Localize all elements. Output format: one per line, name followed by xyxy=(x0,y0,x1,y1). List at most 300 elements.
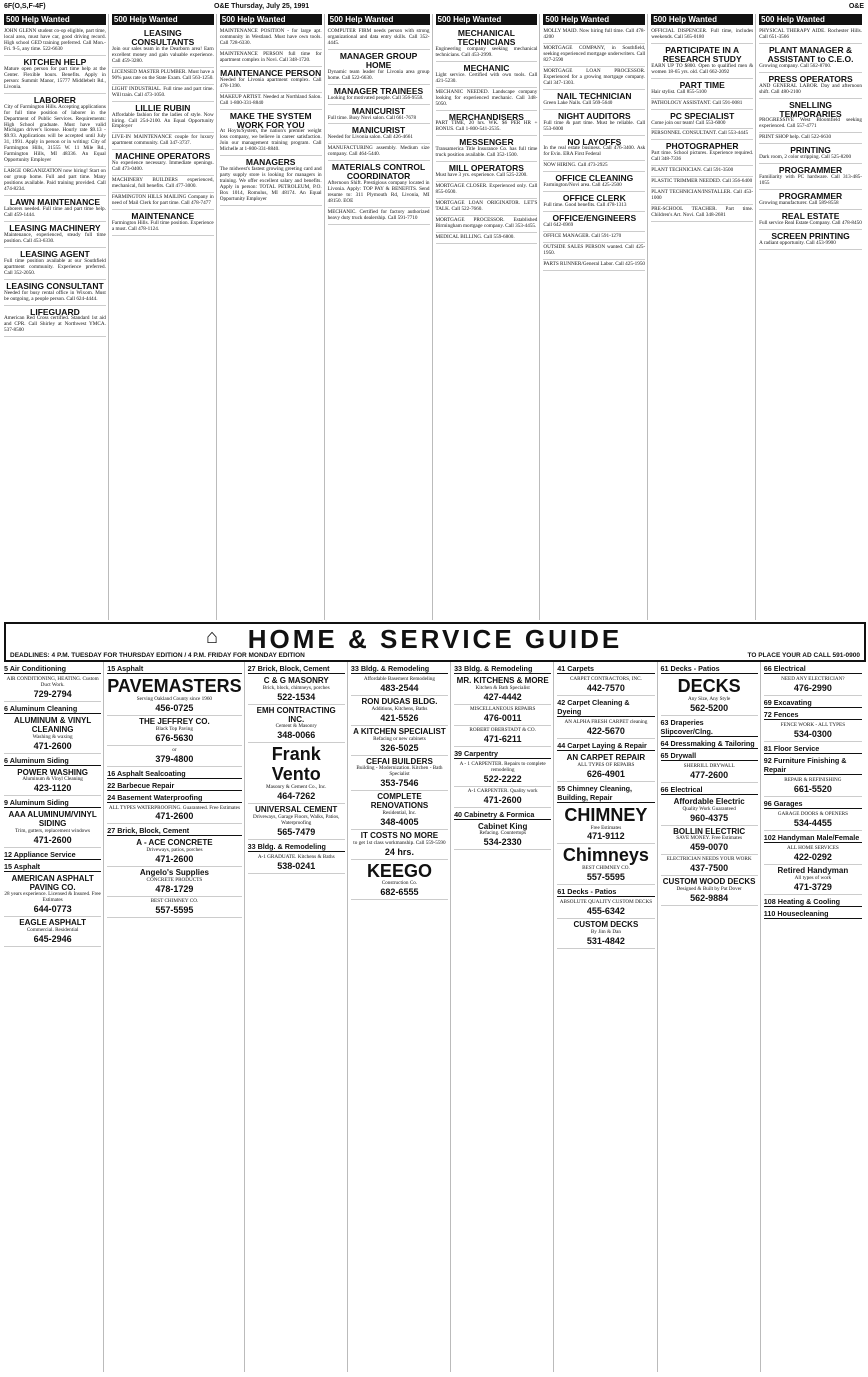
service-body: ALL TYPES WATERPROOFING. Guaranteed. Free Estimates xyxy=(108,804,240,811)
classified-ad xyxy=(651,140,753,166)
classified-ad xyxy=(4,27,106,56)
ad-body: Call 642-6969 xyxy=(543,222,574,229)
service-phone: 437-7500 xyxy=(690,863,729,874)
category-heading: 33 Bldg. & Remodeling xyxy=(248,842,345,852)
classified-column xyxy=(759,14,864,620)
classified-ad xyxy=(543,192,645,212)
service-body: BEST CHIMNEY CO. xyxy=(150,898,199,904)
service-phone: 531-4842 xyxy=(586,935,625,946)
service-ad xyxy=(248,853,345,874)
service-body: Refacing. Countertops xyxy=(479,830,527,837)
ad-body: Full time. Good benefits. Call 478-1313 xyxy=(543,202,627,209)
category-heading: 108 Heating & Cooling xyxy=(764,897,862,907)
service-title: CEFAI BUILDERS xyxy=(366,756,433,766)
service-ad xyxy=(351,675,448,696)
ad-title: MECHANICAL TECHNICIANS xyxy=(457,28,516,47)
service-ad xyxy=(661,762,758,783)
place-ad-text: TO PLACE YOUR AD CALL 591-0900 xyxy=(747,652,860,659)
category-heading: 64 Dressmaking & Tailoring xyxy=(661,739,758,749)
service-body: Masonry & Cement Co., Inc. xyxy=(266,783,327,790)
ad-body: MORTGAGE CLOSER. Experienced only. Call 855-0500. xyxy=(435,183,538,196)
ad-body: MAINTENANCE PERSON full time for apartment complex in Novi. Call 348-1720. xyxy=(219,50,322,63)
ad-title: PHOTOGRAPHER xyxy=(665,141,739,152)
classified-column xyxy=(220,14,325,620)
ad-body: MECHANIC. Certified for factory authorized heavy duty truck dealership. Call 591-7710 xyxy=(327,209,430,221)
ad-body: MORTGAGE LOAN PROCESSOR. Experienced for a growing mortgage company. Call 347-1303. xyxy=(543,67,646,86)
ad-body: In the real estate business. Call 476-3400. Ask for Evin. ERA First Federal xyxy=(543,145,646,158)
banner-title: HOME & SERVICE GUIDE xyxy=(247,624,623,654)
service-ad xyxy=(661,876,758,906)
section-heading: 500 Help Wanted xyxy=(436,14,538,25)
service-body: A-1 GRADUATE. Kitchens & Baths xyxy=(257,853,335,860)
service-ad xyxy=(4,715,101,754)
service-ad xyxy=(764,675,862,696)
ad-body: At Hoyts/System, the nation's premier weight loss company, we believe in career satisfaction. Join our management training program. Call Michelle at 1-800-331-8840. xyxy=(219,128,322,153)
ad-title: REAL ESTATE xyxy=(781,211,840,221)
service-body: SHERRILL DRYWALL xyxy=(683,762,735,769)
ad-body: JOHN GLENN student co-op eligible, part time, local area, must have car, good driving record. High school GED training preferred. Call Mon.-Fri. 9-5, any time. 522-6630 xyxy=(4,28,106,52)
service-ad xyxy=(248,705,345,744)
ad-body: Growing manufacturer. Call 589-8558 xyxy=(759,200,839,207)
ad-body: American Red Cross certified. Standard 1st aid and CPR. Call Shirley at Northwest YMCA. 537-8500 xyxy=(4,315,106,334)
service-phone: 422-0292 xyxy=(793,851,832,862)
service-body: FENCE WORK - ALL TYPES xyxy=(780,721,846,728)
service-title: KEEGO xyxy=(366,860,432,881)
classified-column xyxy=(112,14,217,620)
service-title: EMH CONTRACTING INC. xyxy=(256,705,336,724)
category-heading: 27 Brick, Block, Cement xyxy=(107,826,241,836)
category-heading: 16 Asphalt Sealcoating xyxy=(107,769,241,779)
service-body: Any Size, Any Style xyxy=(687,695,731,702)
service-body: Cement & Masonry xyxy=(275,723,317,730)
ad-body: Dynamic team leader for Livonia area group home. Call 522-6630. xyxy=(327,68,430,81)
ad-title: KITCHEN HELP xyxy=(23,56,87,67)
ad-body: Mature open person for part time help at the Center. Flexible hours. Benefits. Apply in person: Summit Manor, 15777 Middlebelt Rd., Livonia. xyxy=(4,65,106,90)
service-phone: 348-4005 xyxy=(380,816,419,827)
category-heading: 9 Aluminum Siding xyxy=(4,798,101,808)
header-center: O&E Thursday, July 25, 1991 xyxy=(214,3,310,10)
classified-ad xyxy=(4,196,106,222)
service-phone: 645-2946 xyxy=(33,934,72,945)
classified-ad xyxy=(543,243,645,260)
ad-title: MATERIALS CONTROL COORDINATOR xyxy=(331,162,426,182)
service-phone: 478-1729 xyxy=(155,884,194,894)
ad-body: MAINTENANCE POSITION - for large apt. community in Westland. Must have own tools. Call 728-6330. xyxy=(219,28,322,46)
service-body: By Jim & Dan xyxy=(590,929,621,935)
service-ad xyxy=(107,837,241,867)
service-ad xyxy=(764,865,862,895)
ad-body: MACHINERY BUILDERS experienced, mechanical, full benefits. Call 477-3000. xyxy=(111,177,214,190)
service-ad xyxy=(557,844,654,885)
service-phone: 24 hrs. xyxy=(384,846,414,857)
service-ad xyxy=(4,767,101,797)
ad-title: MESSENGER xyxy=(459,137,514,148)
classified-ad xyxy=(220,27,322,50)
service-phone: 423-1120 xyxy=(33,783,72,794)
category-heading: 6 Aluminum Cleaning xyxy=(4,704,101,714)
classified-ad xyxy=(328,161,430,208)
service-title: AAA ALUMINUM/VINYL SIDING xyxy=(8,810,97,829)
ad-body: Looking for motivated people. Call 356-9558. xyxy=(327,94,424,101)
header-left: 6F(O,S,F-4F) xyxy=(4,3,46,10)
service-title: CUSTOM DECKS xyxy=(573,920,639,930)
service-ad xyxy=(107,675,241,716)
classified-ad xyxy=(436,27,538,62)
guide-column xyxy=(764,662,864,1372)
service-phone: 353-7546 xyxy=(380,778,419,789)
ad-body: Transamerica Title Insurance Co. has full time truck position available. Call 352-1500. xyxy=(435,146,538,159)
service-ad xyxy=(661,796,758,826)
ad-title: LILLIE RUBIN xyxy=(135,102,191,113)
service-phone: 471-6211 xyxy=(483,733,522,744)
service-body: A - 1 CARPENTER. Repairs to complete remodeling xyxy=(459,760,546,773)
ad-body: PARTS RUNNER/General Labor. Call 425-1950 xyxy=(543,260,646,267)
ad-body: MANUFACTURING assembly. Medium size company. Call 464-5440. xyxy=(327,145,430,158)
service-phone: 960-4375 xyxy=(690,812,729,823)
category-heading: 72 Fences xyxy=(764,710,862,720)
ad-body: PRINT SHOP help. Call 522-6630 xyxy=(759,134,832,141)
category-heading: 15 Asphalt xyxy=(107,664,241,674)
classified-columns xyxy=(4,14,864,620)
classified-ad xyxy=(4,280,106,306)
service-body: SAVE MONEY. Free Estimates xyxy=(676,835,743,842)
service-title: UNIVERSAL CEMENT xyxy=(255,804,338,814)
service-phone: 676-5630 xyxy=(155,732,194,743)
classified-ad xyxy=(651,110,753,130)
service-phone: 534-0300 xyxy=(793,728,832,739)
service-phone: 483-2544 xyxy=(380,682,419,693)
section-heading: 500 Help Wanted xyxy=(4,14,106,25)
classified-ad xyxy=(112,68,214,85)
classified-ad xyxy=(436,111,538,137)
ad-body: PLASTIC TRIMMER NEEDED. Call 356-6400 xyxy=(651,178,753,185)
ad-body: PLANT TECHNICIAN. Call 591-3500 xyxy=(651,167,734,174)
category-heading: 24 Basement Waterproofing xyxy=(107,793,241,803)
ad-body: MORTGAGE PROCESSOR. Established Birmingham mortgage company. Call 353-4455. xyxy=(435,217,538,229)
category-heading: 65 Drywall xyxy=(661,751,758,761)
service-body: CONCRETE PRODUCTS xyxy=(146,877,203,884)
ad-body: PRE-SCHOOL TEACHER. Part time. Children's Art. Novi. Call 348-2681 xyxy=(651,206,754,219)
ad-body: FARMINGTON HILLS MAILING Company in need of Mail Clerk for part time. Call 478-7477 xyxy=(111,194,214,207)
classified-ad xyxy=(436,233,538,244)
service-body: Driveways, Garage Floors, Walks, Patios, Waterproofing xyxy=(252,813,340,826)
section-heading: 500 Help Wanted xyxy=(112,14,214,25)
banner-deadlines xyxy=(10,652,860,659)
service-phone: 522-2222 xyxy=(483,773,522,784)
classified-ad xyxy=(759,164,862,190)
ad-title: LEASING MACHINERY xyxy=(9,223,101,234)
ad-body: Part time. School pictures. Experience required. Call 348-7336 xyxy=(651,150,754,163)
service-body: ALL HOME SERVICES xyxy=(786,844,839,851)
classified-ad xyxy=(651,79,753,99)
category-heading: 33 Bldg. & Remodeling xyxy=(454,664,551,674)
classified-ad xyxy=(112,193,214,210)
classified-ad xyxy=(436,162,538,182)
service-phone: 534-4455 xyxy=(793,817,832,828)
ad-title: MANAGERS xyxy=(245,157,296,168)
ad-title: MANAGER GROUP HOME xyxy=(339,50,418,70)
service-title: COMPLETE RENOVATIONS xyxy=(370,792,429,811)
ad-body: OUTSIDE SALES PERSON wanted. Call 425-1950. xyxy=(543,243,646,256)
classified-ad xyxy=(651,129,753,140)
classified-ad xyxy=(112,176,214,193)
service-title: RON DUGAS BLDG. xyxy=(361,696,438,706)
service-phone: 522-1534 xyxy=(277,691,316,702)
classified-ad xyxy=(543,161,645,172)
ad-body: AND GENERAL LABOR. Day and afternoon shift. Call 480-2100 xyxy=(759,82,862,95)
ad-body: MECHANIC NEEDED. Landscape company looking for experienced mechanic. Call 348-5050. xyxy=(435,88,538,107)
service-ad xyxy=(557,919,654,949)
guide-column xyxy=(107,662,244,1372)
category-heading: 12 Appliance Service xyxy=(4,850,101,860)
service-ad xyxy=(248,804,345,840)
service-ad xyxy=(454,675,551,705)
service-phone: 626-4901 xyxy=(586,768,625,779)
service-body: Aluminum & Vinyl Cleaning xyxy=(22,776,83,783)
page-header xyxy=(4,3,864,13)
service-title: MR. KITCHENS & MORE xyxy=(456,676,549,685)
ad-body: Laborers needed. Full time and part time help. Call 459-1444. xyxy=(4,206,106,219)
service-title: AN CARPET REPAIR xyxy=(566,752,646,762)
service-phone: 477-2600 xyxy=(690,769,729,780)
ad-body: LIVE-IN MAINTENANCE couple for luxury apartment community. Call 347-3737. xyxy=(111,134,214,147)
ad-body: Growing company. Call 562-8700. xyxy=(759,62,832,69)
category-heading: 110 Housecleaning xyxy=(764,909,862,919)
ad-body: Green Lake Nails. Call 569-5640 xyxy=(543,99,613,106)
ad-title: MECHANIC xyxy=(463,62,510,73)
classified-ad xyxy=(328,85,430,105)
service-phone: 471-2600 xyxy=(33,834,72,845)
ad-title: LEASING CONSULTANTS xyxy=(131,28,195,47)
classified-ad xyxy=(4,248,106,280)
service-phone: 661-5520 xyxy=(793,783,832,794)
service-body: Driveways, patios, porches xyxy=(146,847,203,854)
service-phone: 455-6342 xyxy=(586,906,625,917)
ad-body: Affordable fashion for the ladies of style. Now hiring. Call 254-2100. An Equal Opportunity Employer xyxy=(111,111,214,130)
classified-ad xyxy=(759,44,862,73)
service-title: Affordable Electric xyxy=(673,796,745,806)
category-heading: 63 Draperies Slipcover/Clng. xyxy=(661,718,758,737)
home-service-banner xyxy=(4,622,866,662)
ad-body: MORTGAGE COMPANY, in Southfield, seeking experienced mortgage underwriters. Call 827-2590 xyxy=(543,44,646,63)
ad-title: MERCHANDISERS xyxy=(448,111,524,122)
service-title: Cabinet King xyxy=(478,821,528,831)
classified-column xyxy=(651,14,756,620)
ad-body: Join our sales team in the Dearborn area! Earn excellent money and gain valuable experience. Call 459-3280. xyxy=(111,45,214,64)
ad-body: PATHOLOGY ASSISTANT. Call 591-0081 xyxy=(651,99,743,106)
ad-title: SNELLING TEMPORARIES xyxy=(779,99,842,119)
service-ad xyxy=(661,855,758,876)
service-title: EAGLE ASPHALT xyxy=(19,918,86,928)
category-heading: 55 Chimney Cleaning, Building, Repair xyxy=(557,784,654,803)
ad-body: A radiant opportunity. Call 453-9900 xyxy=(759,239,836,246)
service-title: Retired Handyman xyxy=(777,865,849,875)
service-title: AMERICAN ASPHALT PAVING CO. xyxy=(11,873,94,892)
classified-ad xyxy=(651,205,753,222)
service-phone: 421-5526 xyxy=(380,712,419,723)
classified-ad xyxy=(543,110,645,136)
classified-ad xyxy=(220,67,322,93)
classified-ad xyxy=(220,156,322,206)
ad-body: Light service. Certified with own tools. Call 421-5230. xyxy=(435,71,538,84)
ad-body: City of Farmington Hills. Accepting applications for full time position of laborer in the Department of Public Services. Requirements: High School graduate. Must have valid Michigan driver's license. Hourly rate $9.13 - $9.93. Applications will be accepted until July 31, 1991. Apply in person or in writing: City of Farmington Hills, 31555 W. 11 Mile Rd., Farmington Hills, MI 48336. An Equal Opportunity Employer xyxy=(4,103,106,164)
category-heading: 42 Carpet Cleaning & Dyeing xyxy=(557,698,654,717)
ad-body: Maintenance, experienced, steady full time position. Call 453-6330. xyxy=(4,231,106,244)
service-ad xyxy=(557,675,654,696)
service-ad xyxy=(4,917,101,947)
category-heading: 41 Carpets xyxy=(557,664,654,674)
ad-body: COMPUTER FIRM needs person with strong organizational and data entry skills. Call 352-4445. xyxy=(327,28,430,46)
service-body: NEED ANY ELECTRICIAN? xyxy=(781,676,845,682)
service-ad xyxy=(764,844,862,865)
classified-ad xyxy=(436,182,538,199)
service-title: CHIMNEY xyxy=(564,804,648,825)
service-title: Chimneys xyxy=(562,845,649,866)
service-ad xyxy=(107,746,241,767)
ad-title: OFFICE CLEANING xyxy=(555,173,634,184)
service-ad xyxy=(661,675,758,716)
service-body: ABSOLUTE QUALITY CUSTOM DECKS xyxy=(559,899,653,906)
classified-ad xyxy=(112,210,214,236)
service-phone: 471-3729 xyxy=(793,881,832,892)
category-heading: 69 Excavating xyxy=(764,698,862,708)
classified-ad xyxy=(651,177,753,188)
ad-body: Come join our team! Call 553-6000 xyxy=(651,119,726,126)
service-phone: 557-5595 xyxy=(155,904,194,915)
service-ad xyxy=(107,897,241,918)
classified-ad xyxy=(651,44,753,79)
service-ad xyxy=(557,718,654,739)
category-heading: 33 Bldg. & Remodeling xyxy=(351,664,448,674)
service-ad xyxy=(4,675,101,702)
category-heading: 66 Electrical xyxy=(661,785,758,795)
deadlines-text: DEADLINES: 4 P.M. TUESDAY FOR THURSDAY EDITION / 4 P.M. FRIDAY FOR MONDAY EDITION xyxy=(10,652,305,659)
classified-ad xyxy=(328,27,430,50)
ad-title: MAINTENANCE PERSON xyxy=(220,67,322,78)
classified-ad xyxy=(651,27,753,44)
classified-ad xyxy=(112,102,214,134)
service-title: DECKS xyxy=(677,676,741,696)
ad-body: MEDICAL BILLING. Call 559-6800. xyxy=(435,233,515,240)
service-title: Angelo's Supplies xyxy=(139,868,209,878)
classified-ad xyxy=(436,136,538,162)
guide-column xyxy=(661,662,761,1372)
service-title: BOLLIN ELECTRIC xyxy=(673,826,746,836)
section-heading: 500 Help Wanted xyxy=(543,14,645,25)
service-phone: 562-5200 xyxy=(690,702,729,713)
category-heading: 96 Garages xyxy=(764,799,862,809)
service-phone: 534-2330 xyxy=(483,837,522,848)
classified-ad xyxy=(328,208,430,225)
classified-ad xyxy=(759,230,862,250)
section-heading: 500 Help Wanted xyxy=(220,14,322,25)
service-body: ALL TYPES OF REPAIRS xyxy=(577,761,635,768)
service-body: Commercial. Residential xyxy=(26,927,79,934)
ad-body: Afternoon Shift. Prestigious company located in Livonia. Apply: TOP PAY & BENEFITS. Send resume to: 311 Plymouth Rd, Livonia, MI 48150. EOE xyxy=(327,180,430,205)
service-ad xyxy=(351,791,448,830)
category-heading: 15 Asphalt xyxy=(4,862,101,872)
category-heading: 61 Decks - Patios xyxy=(557,887,654,897)
ad-title: PARTICIPATE IN A RESEARCH STUDY xyxy=(662,44,742,64)
classified-ad xyxy=(543,27,645,44)
ad-body: Must have 3 yrs. experience. Call 525-2200. xyxy=(435,172,528,179)
service-phone: 682-6555 xyxy=(380,887,419,898)
service-body: Quality Work Guaranteed xyxy=(682,805,736,812)
ad-title: OFFICE/ENGINEERS xyxy=(552,213,637,224)
service-body: AIR CONDITIONING, HEATING. Custom Duct Work. xyxy=(6,676,99,688)
service-body: or xyxy=(172,746,177,753)
service-title: IT COSTS NO MORE xyxy=(360,830,439,840)
classified-ad xyxy=(651,99,753,110)
classified-ad xyxy=(220,93,322,110)
classified-ad xyxy=(4,94,106,168)
ad-title: MAINTENANCE xyxy=(131,211,195,222)
service-ad xyxy=(351,830,448,860)
service-body: Trim, gutters, replacement windows xyxy=(15,827,91,834)
service-body: MISCELLANEOUS REPAIRS xyxy=(469,705,536,712)
service-title: Frank Vento xyxy=(271,744,321,785)
section-heading: 500 Help Wanted xyxy=(759,14,862,25)
ad-title: NO LAYOFFS xyxy=(567,136,622,147)
classified-ad xyxy=(759,190,862,210)
service-ad xyxy=(4,809,101,848)
ad-body: Engineering company seeking mechanical technicians. Call 453-2999. xyxy=(435,45,538,58)
service-phone: 471-2600 xyxy=(483,794,522,805)
section-heading: 500 Help Wanted xyxy=(328,14,430,25)
ad-body: Dark room, 2 color stripping. Call 525-8200 xyxy=(759,154,852,161)
service-body: GARAGE DOORS & OPENERS xyxy=(777,810,848,817)
guide-column xyxy=(557,662,657,1372)
service-phone: 476-2990 xyxy=(793,682,832,693)
classified-ad xyxy=(543,232,645,243)
guide-column xyxy=(248,662,348,1372)
service-body: Brick, block, chimneys, porches xyxy=(262,684,330,691)
ad-title: PRINTING xyxy=(790,145,831,156)
ad-body: Hair stylist. Call 855-5100 xyxy=(651,88,707,95)
house-icon: ⌂ xyxy=(206,626,219,648)
classified-ad xyxy=(436,199,538,216)
ad-body: NOW HIRING. Call 473-2925 xyxy=(543,162,608,169)
service-body: Black Top Paving xyxy=(155,725,193,732)
ad-body: Full time & part time. Must be reliable. Call 553-6000 xyxy=(543,119,646,132)
service-body: Free Estimates xyxy=(590,824,622,831)
category-heading: 40 Cabinetry & Formica xyxy=(454,810,551,820)
service-title: ALUMINUM & VINYL CLEANING xyxy=(13,715,92,734)
category-heading: 61 Decks - Patios xyxy=(661,664,758,674)
classified-ad xyxy=(759,210,862,230)
service-phone: 471-9112 xyxy=(587,831,625,842)
ad-title: MANICURIST xyxy=(351,105,406,116)
ad-body: MAKEUP ARTIST. Needed at Northland Salon. Call 1-800-331-8840 xyxy=(219,93,322,106)
classified-ad xyxy=(651,188,753,205)
classified-column xyxy=(328,14,433,620)
service-title: C & G MASONRY xyxy=(263,676,329,685)
service-phone: 644-0773 xyxy=(33,904,72,915)
service-body: Residential, Inc. xyxy=(382,809,417,816)
service-phone: 379-4800 xyxy=(155,753,194,764)
category-heading: 81 Floor Service xyxy=(764,744,862,754)
service-ad xyxy=(351,756,448,792)
service-body: ROBERT OBERSTADT & CO. xyxy=(469,726,536,733)
service-body: Construction Co. xyxy=(381,880,418,887)
service-body: 28 years experience. Licensed & Insured. Free Estimates xyxy=(4,891,101,904)
service-ad xyxy=(248,743,345,804)
service-body: CARPET CONTRACTORS, INC. xyxy=(569,676,642,682)
category-heading: 27 Brick, Block, Cement xyxy=(248,664,345,674)
ad-title: LEASING CONSULTANT xyxy=(6,280,104,291)
classified-ad xyxy=(436,216,538,233)
ad-title: LEASING AGENT xyxy=(20,248,90,259)
